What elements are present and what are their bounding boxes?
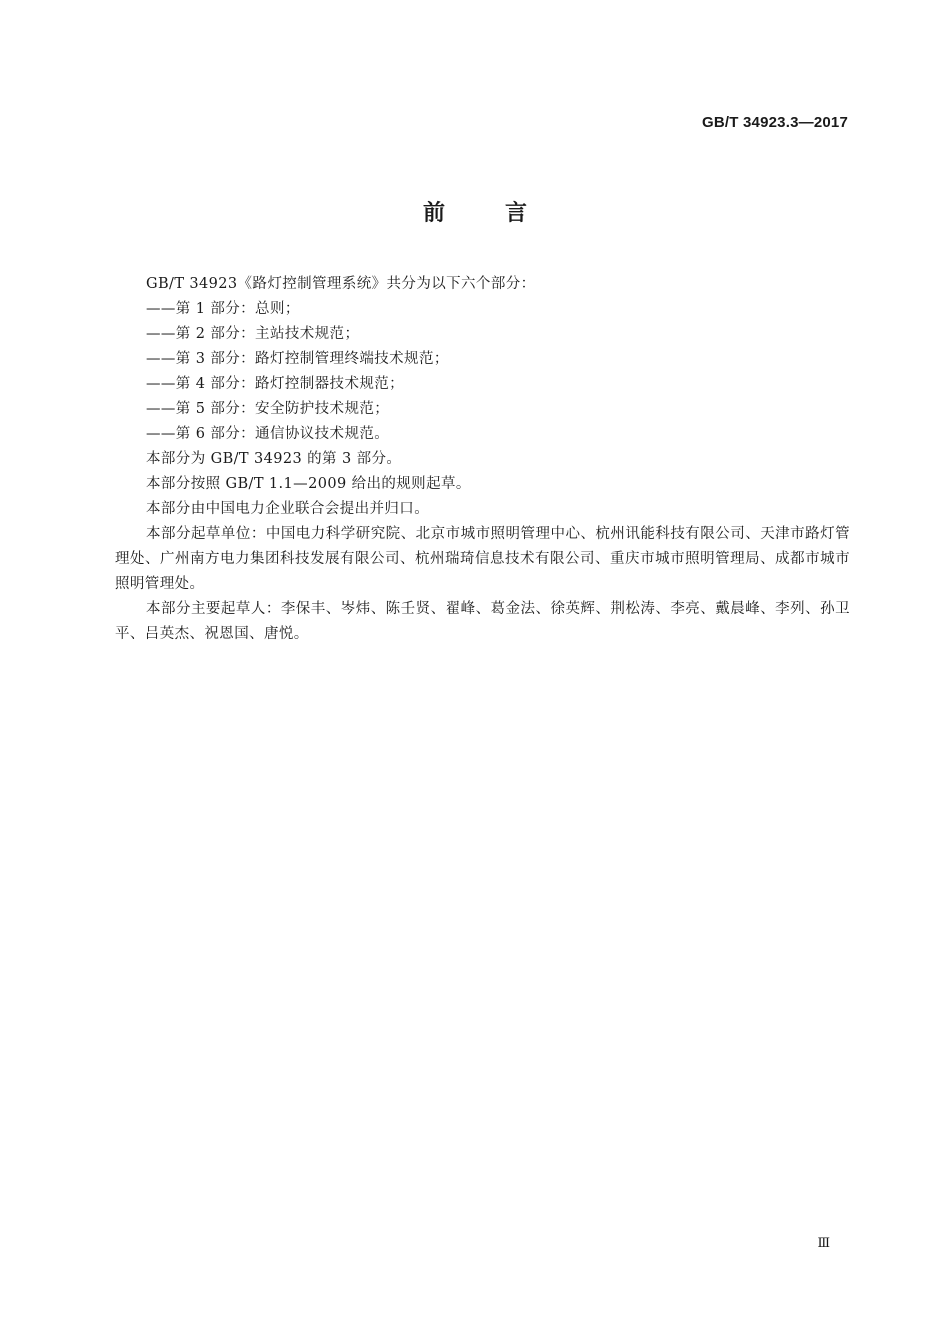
paragraph-drafting-rules: 本部分按照 GB/T 1.1—2009 给出的规则起草。: [146, 476, 471, 492]
list-item-part-5: ——第 5 部分：安全防护技术规范；: [146, 401, 390, 417]
list-item-part-1: ——第 1 部分：总则；: [146, 301, 300, 317]
paragraph-drafters: 本部分主要起草人：李保丰、岑炜、陈壬贤、翟峰、葛金法、徐英辉、荆松涛、李亮、戴晨峰、李列、孙卫平、吕英杰、祝恩国、唐悦。: [115, 601, 850, 642]
paragraph-part-statement: 本部分为 GB/T 34923 的第 3 部分。: [146, 451, 402, 467]
list-item-part-4: ——第 4 部分：路灯控制器技术规范；: [146, 376, 405, 392]
page-title: 前言: [422, 201, 587, 226]
page-number: Ⅲ: [817, 1236, 830, 1251]
paragraph-drafting-units: 本部分起草单位：中国电力科学研究院、北京市城市照明管理中心、杭州讯能科技有限公司、天津市路灯管理处、广州南方电力集团科技发展有限公司、杭州瑞琦信息技术有限公司、重庆市城市照明管理局、成都市城市照明管理处。: [115, 526, 850, 592]
list-item-part-2: ——第 2 部分：主站技术规范；: [146, 326, 360, 342]
standard-code: GB/T 34923.3—2017: [702, 114, 848, 131]
list-item-part-3: ——第 3 部分：路灯控制管理终端技术规范；: [146, 351, 449, 367]
list-item-part-6: ——第 6 部分：通信协议技术规范。: [146, 426, 390, 442]
paragraph-intro: GB/T 34923《路灯控制管理系统》共分为以下六个部分：: [146, 276, 536, 292]
foreword-body: [115, 272, 850, 647]
paragraph-proposer: 本部分由中国电力企业联合会提出并归口。: [146, 501, 430, 517]
